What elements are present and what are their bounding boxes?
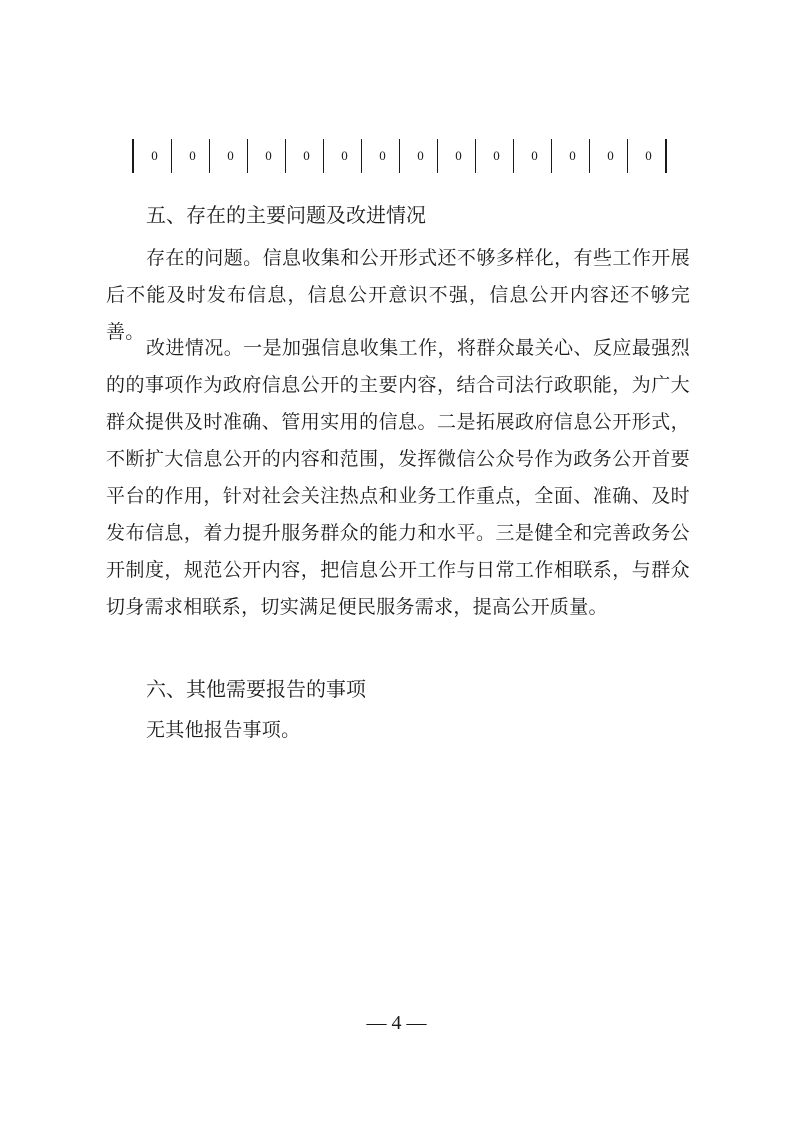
table-cell: 0 <box>645 148 652 163</box>
improvements-paragraph: 改进情况。一是加强信息收集工作，将群众最关心、反应最强烈的的事项作为政府信息公开的主要内容，结合司法行政职能，为广大群众提供及时准确、管用实用的信息。二是拓展政府信息公开形式，不断扩大信息公开的内容和范围，发挥微信公众号作为政务公开首要平台的作用，针对社会关注热点和业务工作重点，全面、准确、及时发布信息，着力提升服务群众的能力和水平。三是健全和完善政务公开制度，规范公开内容，把信息公开工作与日常工作相联系，与群众切身需求相联系，切实满足便民服务需求，提高公开质量。 <box>106 337 690 618</box>
table-cell: 0 <box>438 139 476 173</box>
table-cell: 0 <box>400 139 438 173</box>
table-cell: 0 <box>362 139 400 173</box>
section-6-body: 无其他报告事项。 <box>146 719 301 741</box>
table-cell: 0 <box>476 139 514 173</box>
table-cell: 0 <box>552 139 590 173</box>
problems-paragraph: 存在的问题。信息收集和公开形式还不够多样化，有些工作开展后不能及时发布信息，信息公开意识不强，信息公开内容还不够完善。 <box>106 247 690 343</box>
table-cell: 0 <box>172 139 210 173</box>
section-6-heading: 六、其他需要报告的事项 <box>146 677 366 701</box>
table-cell: 0 <box>248 139 286 173</box>
table-cell: 0 <box>210 139 248 173</box>
table-cell: 0 <box>134 139 172 173</box>
page-number: — 4 — <box>366 1012 427 1034</box>
section-5-heading: 五、存在的主要问题及改进情况 <box>146 203 426 227</box>
table-cell: 0 <box>590 139 628 173</box>
table-cell: 0 <box>324 139 362 173</box>
table-cell: 0 <box>286 139 324 173</box>
table-fragment-row <box>132 139 667 173</box>
table-cell: 0 <box>514 139 552 173</box>
